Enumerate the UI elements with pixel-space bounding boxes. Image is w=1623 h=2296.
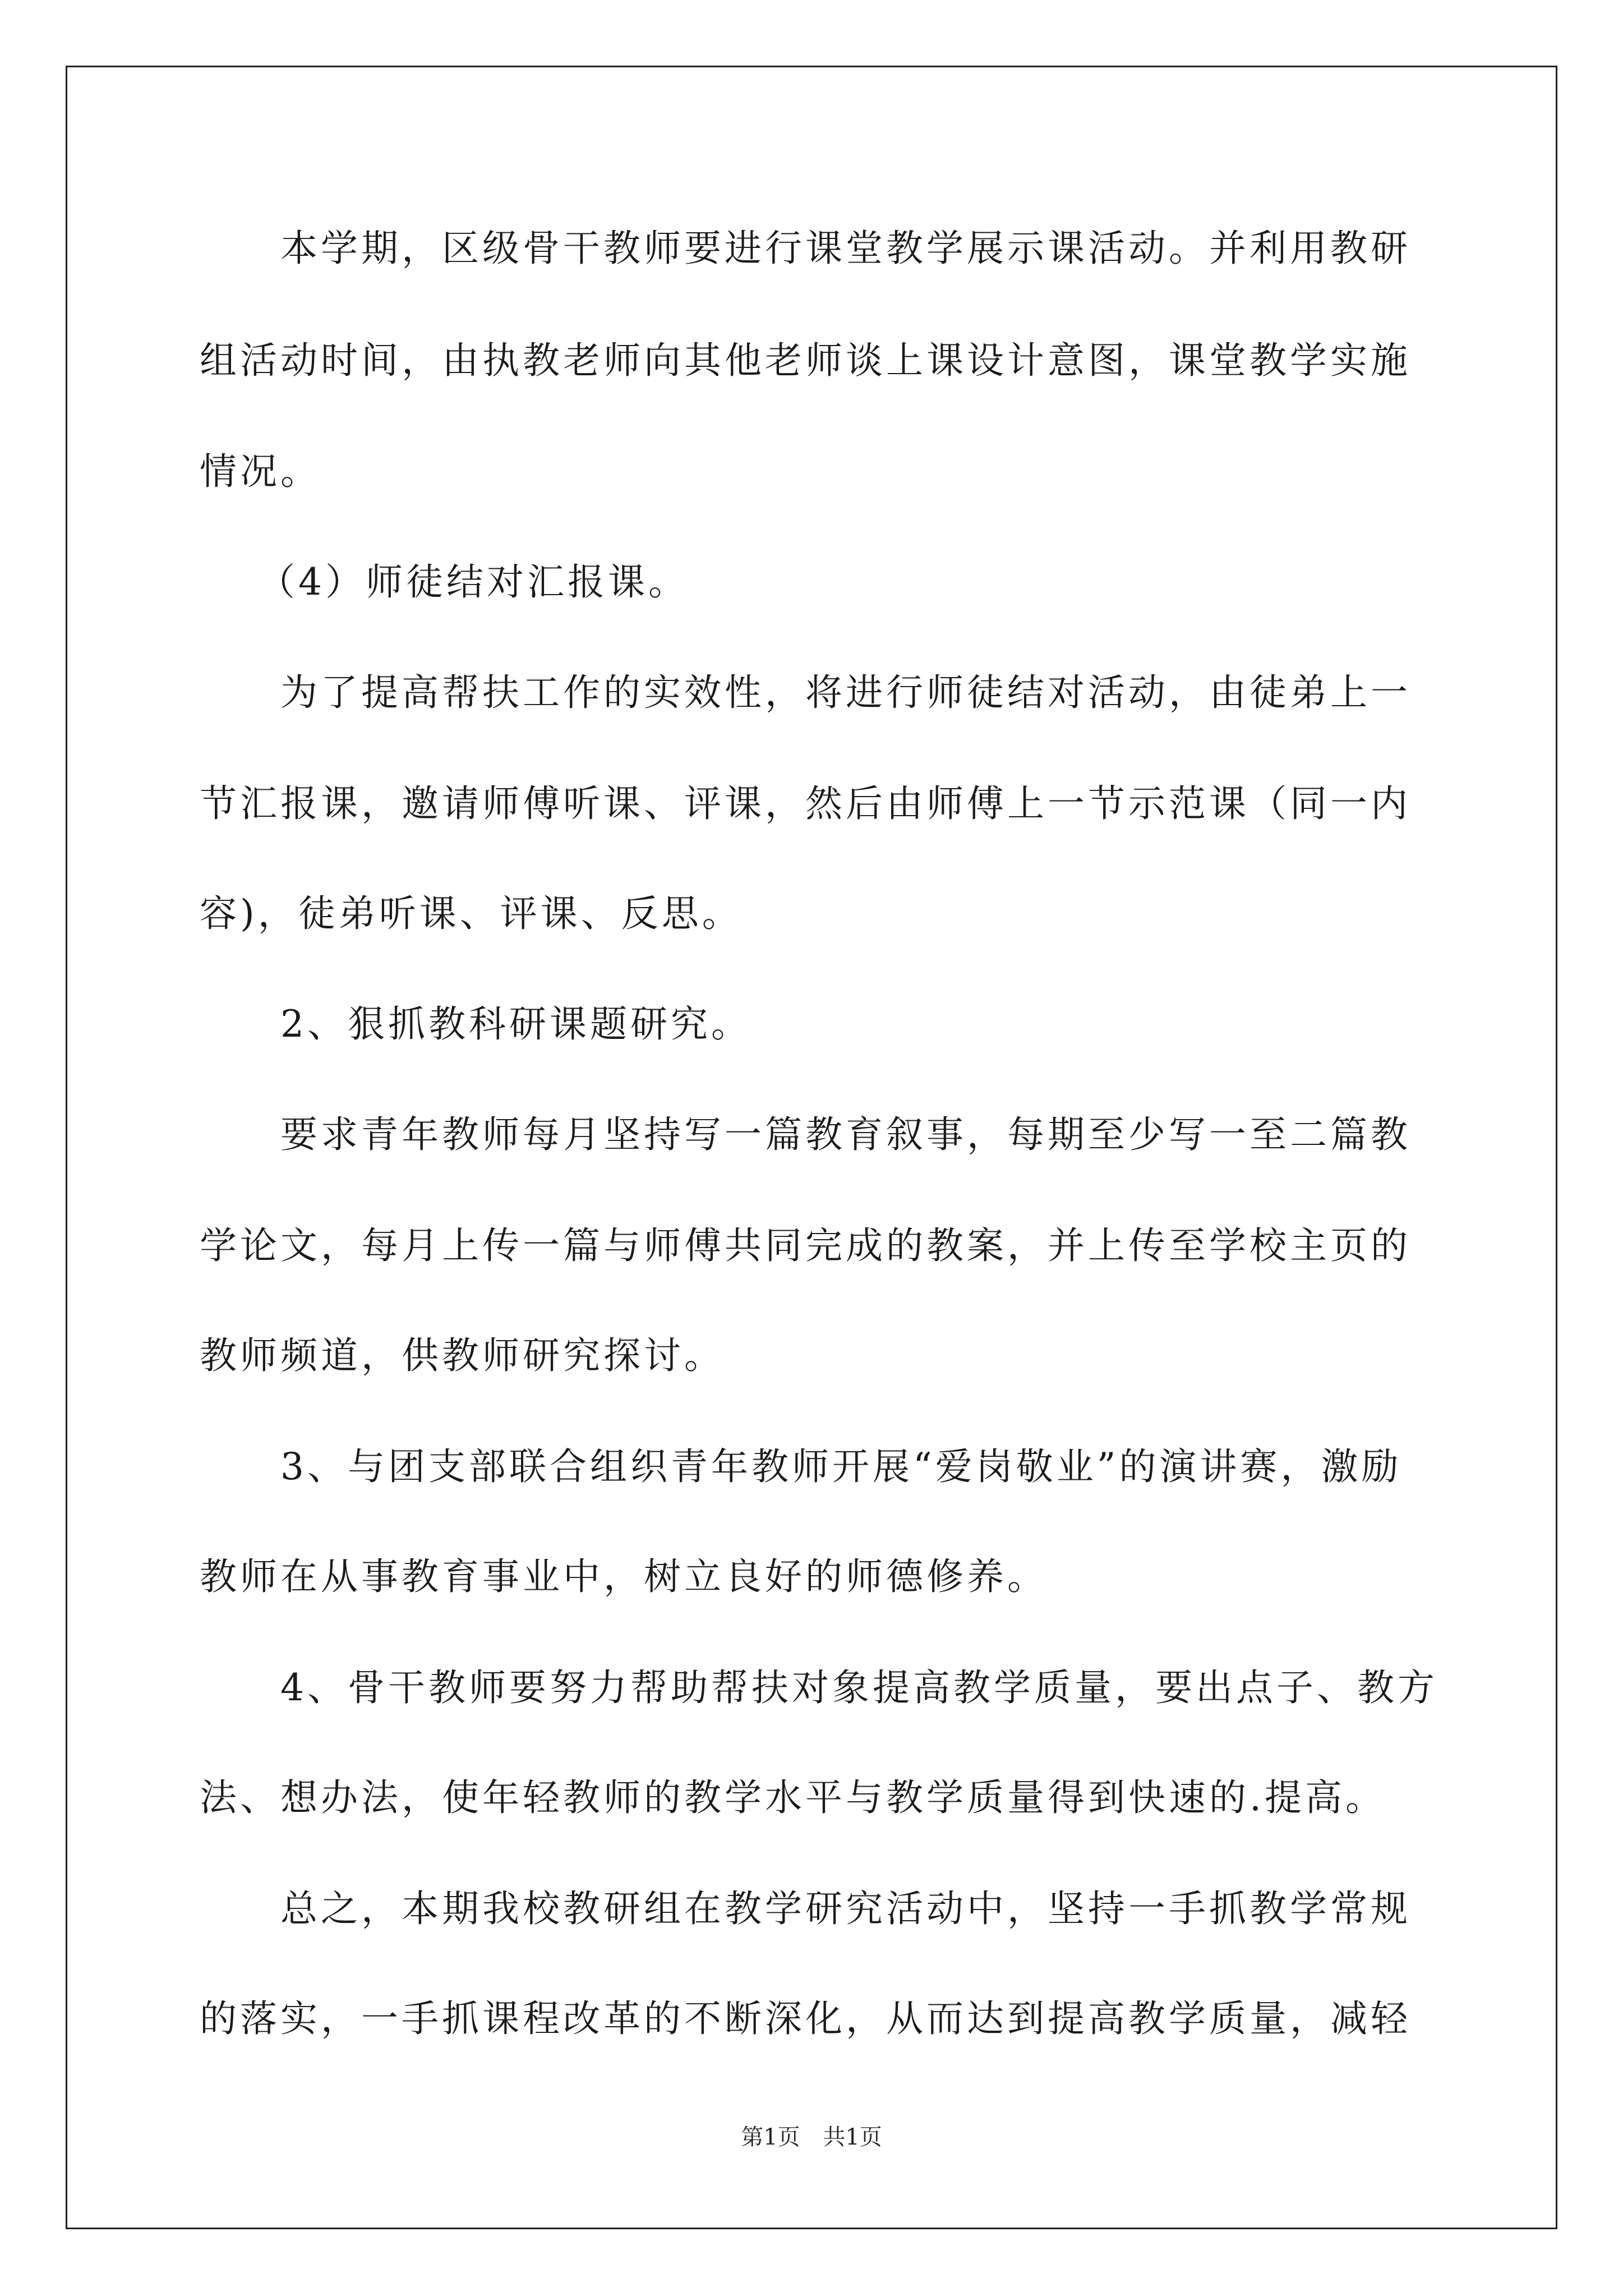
page-number: 第1页: [741, 2124, 800, 2150]
text-line: 2、狠抓教科研课题研究。: [280, 1002, 751, 1046]
text-line: 要求青年教师每月坚持写一篇教育叙事，每期至少写一至二篇教: [280, 1113, 1411, 1156]
text-line: 教师在从事教育事业中，树立良好的师德修养。: [200, 1555, 1048, 1598]
text-line: 容)，徒弟听课、评课、反思。: [200, 892, 743, 935]
text-line: 学论文，每月上传一篇与师傅共同完成的教案，并上传至学校主页的: [200, 1224, 1411, 1267]
text-line: （4）师徒结对汇报课。: [258, 560, 689, 604]
text-line: 为了提高帮扶工作的实效性，将进行师徒结对活动，由徒弟上一: [280, 671, 1411, 714]
text-line: 总之，本期我校教研组在教学研究活动中，坚持一手抓教学常规: [280, 1887, 1411, 1930]
text-line: 4、骨干教师要努力帮助帮扶对象提高教学质量，要出点子、教方: [280, 1666, 1438, 1709]
text-line: 组活动时间，由执教老师向其他老师谈上课设计意图，课堂教学实施: [200, 339, 1411, 382]
page-total: 共1页: [823, 2124, 882, 2150]
text-line: 教师频道，供教师研究探讨。: [200, 1334, 725, 1377]
text-line: 3、与团支部联合组织青年教师开展“爱岗敬业”的演讲赛，激励: [280, 1445, 1402, 1488]
text-line: 本学期，区级骨干教师要进行课堂教学展示课活动。并利用教研: [280, 227, 1411, 270]
text-line: 法、想办法，使年轻教师的教学水平与教学质量得到快速的.提高。: [200, 1776, 1386, 1819]
text-line: 情况。: [200, 450, 321, 493]
page-footer: [0, 2126, 1623, 2148]
text-line: 节汇报课，邀请师傅听课、评课，然后由师傅上一节示范课（同一内: [200, 782, 1411, 825]
text-line: 的落实，一手抓课程改革的不断深化，从而达到提高教学质量，减轻: [200, 1997, 1411, 2040]
